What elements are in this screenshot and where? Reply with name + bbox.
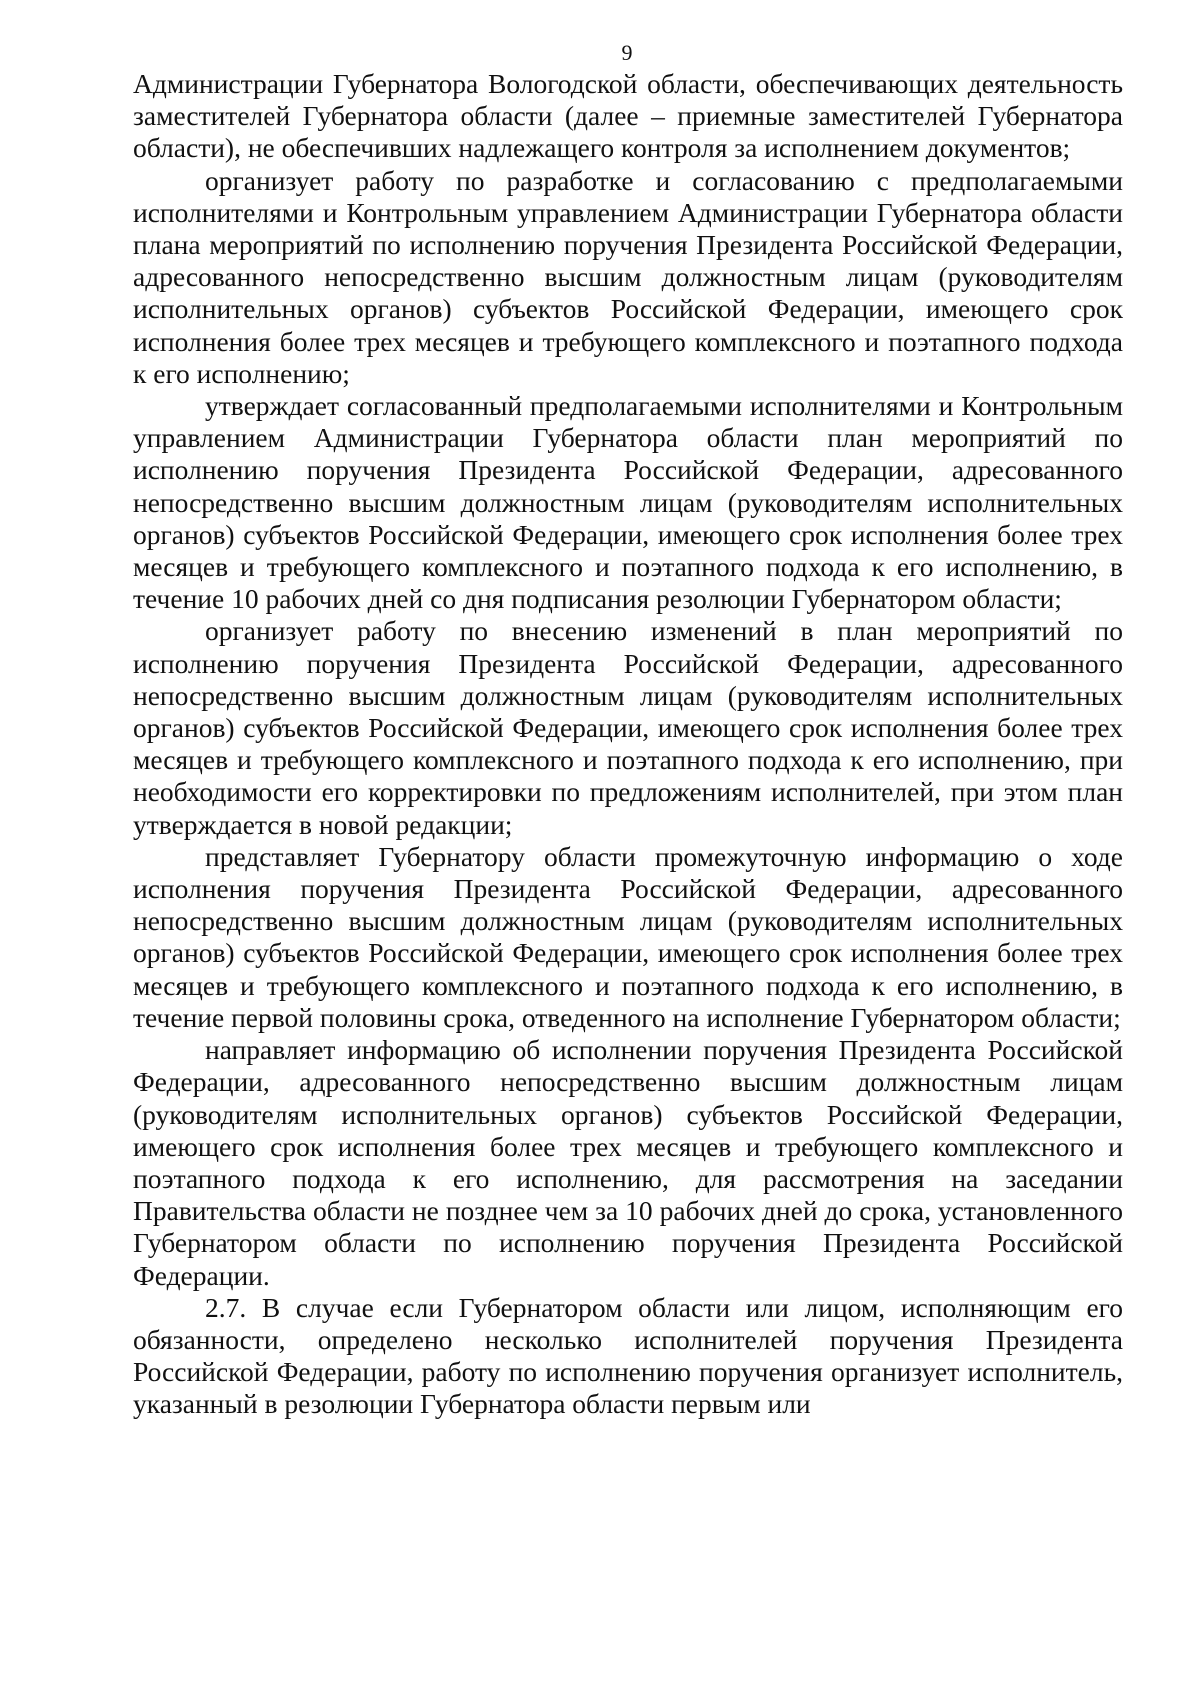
page-number: 9 [621, 40, 633, 65]
paragraph: организует работу по внесению изменений в план мероприятий по исполнению поручения Президента Российской Федерации, адресованного непосредственно высшим должностным лицам (руководителям исполнительных органов) субъектов Российской Федерации, имеющего срок исполнения более трех месяцев и требующего комплексного и поэтапного подхода к его исполнению, при необходимости его корректировки по предложениям исполнителей, при этом план утверждается в новой редакции; [133, 615, 1123, 840]
paragraph: представляет Губернатору области промежуточную информацию о ходе исполнения поручения Президента Российской Федерации, адресованного непосредственно высшим должностным лицам (руководителям исполнительных органов) субъектов Российской Федерации, имеющего срок исполнения более трех месяцев и требующего комплексного и поэтапного подхода к его исполнению, в течение первой половины срока, отведенного на исполнение Губернатором области; [133, 840, 1123, 1033]
paragraph: 2.7. В случае если Губернатором области или лицом, исполняющим его обязанности, определено несколько исполнителей поручения Президента Российской Федерации, работу по исполнению поручения организует исполнитель, указанный в резолюции Губернатора области первым или [133, 1291, 1123, 1420]
document-body [133, 68, 1123, 1421]
paragraph: организует работу по разработке и согласованию с предполагаемыми исполнителями и Контрольным управлением Администрации Губернатора области плана мероприятий по исполнению поручения Президента Российской Федерации, адресованного непосредственно высшим должностным лицам (руководителям исполнительных органов) субъектов Российской Федерации, имеющего срок исполнения более трех месяцев и требующего комплексного и поэтапного подхода к его исполнению; [133, 164, 1123, 389]
paragraph: утверждает согласованный предполагаемыми исполнителями и Контрольным управлением Администрации Губернатора области план мероприятий по исполнению поручения Президента Российской Федерации, адресованного непосредственно высшим должностным лицам (руководителям исполнительных органов) субъектов Российской Федерации, имеющего срок исполнения более трех месяцев и требующего комплексного и поэтапного подхода к его исполнению, в течение 10 рабочих дней со дня подписания резолюции Губернатором области; [133, 390, 1123, 615]
paragraph: направляет информацию об исполнении поручения Президента Российской Федерации, адресованного непосредственно высшим должностным лицам (руководителям исполнительных органов) субъектов Российской Федерации, имеющего срок исполнения более трех месяцев и требующего комплексного и поэтапного подхода к его исполнению, для рассмотрения на заседании Правительства области не позднее чем за 10 рабочих дней до срока, установленного Губернатором области по исполнению поручения Президента Российской Федерации. [133, 1034, 1123, 1291]
paragraph: Администрации Губернатора Вологодской области, обеспечивающих деятельность заместителей Губернатора области (далее – приемные заместителей Губернатора области), не обеспечивших надлежащего контроля за исполнением документов; [133, 68, 1123, 164]
